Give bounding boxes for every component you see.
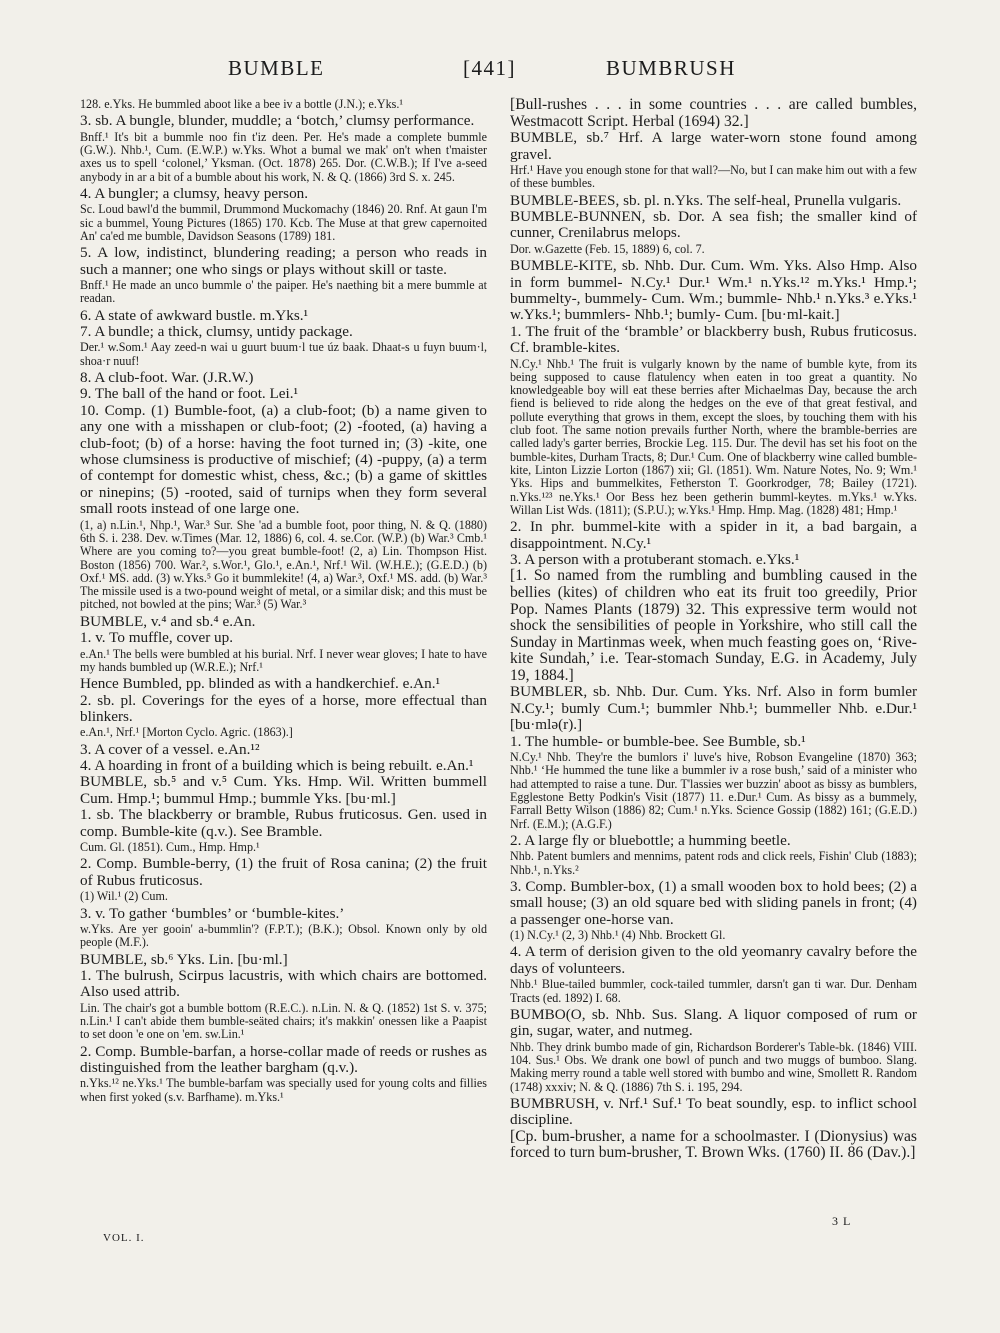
citation-paragraph: n.Yks.¹² ne.Yks.¹ The bumble-barfam was specially used for young colts and fillies when first yoked (s.v. Barfhame). m.Yks.¹ <box>80 1076 487 1104</box>
citation-paragraph: Der.¹ w.Som.¹ Aay zeed-n wai u guurt buum·l tue úz baak. Dhaat-s u fuyn buum·l, shoa·r nuuf! <box>80 340 487 368</box>
entry-paragraph: BUMBLE-KITE, sb. Nhb. Dur. Cum. Wm. Yks. Also Hmp. Also in form bummel- N.Cy.¹ Dur.¹ Wm.¹ n.Yks.¹² m.Yks.¹ Hmp.¹; bummelty-, bummely- Cum. Wm.; bummle- Nhb.¹ n.Yks.³ e.Yks.¹ w.Yks.¹; bummlers- Nhb.¹; bumly- Cum. [bu·ml-kait.] <box>510 257 917 324</box>
entry-paragraph: BUMBLE, sb.⁷ Hrf. A large water-worn stone found among gravel. <box>510 129 917 163</box>
entry-paragraph: BUMBLE-BUNNEN, sb. Dor. A sea fish; the smaller kind of cunner, Crenilabrus melops. <box>510 208 917 242</box>
entry-paragraph: 1. v. To muffle, cover up. <box>80 629 234 647</box>
entry-paragraph: 1. sb. The blackberry or bramble, Rubus fruticosus. Gen. used in comp. Bumble-kite (q.v.). See Bramble. <box>80 806 487 840</box>
citation-paragraph: Nhb. Patent bumlers and mennims, patent rods and click reels, Fishin' Club (1883); Nhb.¹, n.Yks.² <box>510 849 917 877</box>
entry-paragraph: 5. A low, indistinct, blundering reading; a person who reads in such a manner; one who sings or plays without skill or taste. <box>80 244 487 278</box>
entry-paragraph: BUMBLE, v.⁴ and sb.⁴ e.An. <box>80 612 256 630</box>
signature-mark: 3 L <box>832 1214 852 1228</box>
entry-paragraph: 3. A cover of a vessel. e.An.¹² <box>80 740 260 758</box>
left-column <box>80 97 487 1247</box>
citation-paragraph: w.Yks. Are yer gooin' a-bummlin'? (F.P.T.); (B.K.); Obsol. Known only by old people (M.F.). <box>80 921 487 950</box>
entry-paragraph: 2. A large fly or bluebottle; a humming beetle. <box>510 831 791 849</box>
entry-paragraph: [Bull-rushes . . . in some countries . . . are called bumbles, Westmacott Script. Herbal (1694) 32.] <box>510 97 917 130</box>
citation-paragraph: Bnff.¹ It's bit a bummle noo fin t'iz deen. Per. He's made a complete bummle (G.W.). Nhb.¹, Cum. (E.W.P.) w.Yks. Whot a bumal we mak' on't when t'maister axes us to spell ‘colonel,’ Yksman. (Oct. 1878) 265. Dor. (C.W.B.); If I've a-seed anybody in ar a bit of a bumble about his work, N. & Q. (1866) 3rd S. x. 245. <box>80 129 487 184</box>
entry-paragraph: 10. Comp. (1) Bumble-foot, (a) a club-foot; (b) a name given to any one with a misshapen or club-foot; (2) -footed, (a) having a club-foot; (b) of a horse: having the foot turned in; (3) -kite, one whose clumsiness is productive of mischief; (4) -puppy, (a) a term of contempt for domestic whist, chess, &c.; (b) a game of skittles or ninepins; (5) -rooted, said of turnips when they form several small roots instead of one large one. <box>80 401 487 518</box>
entry-paragraph: BUMBLE, sb.⁵ and v.⁵ Cum. Yks. Hmp. Wil. Written bummell Cum. Hmp.¹; bummul Hmp.; bummle Yks. [bu·ml.] <box>80 773 487 807</box>
entry-paragraph: 3. sb. A bungle, blunder, muddle; a ‘botch,’ clumsy performance. <box>80 112 475 130</box>
entry-paragraph: 2. Comp. Bumble-berry, (1) the fruit of Rosa canina; (2) the fruit of Rubus fruticosus. <box>80 855 487 889</box>
entry-paragraph: BUMBO(O, sb. Nhb. Sus. Slang. A liquor composed of rum or gin, sugar, water, and nutmeg. <box>510 1005 917 1040</box>
entry-paragraph: BUMBLE-BEES, sb. pl. n.Yks. The self-heal, Prunella vulgaris. <box>510 191 902 209</box>
entry-paragraph: 3. v. To gather ‘bumbles’ or ‘bumble-kites.’ <box>80 904 345 922</box>
citation-paragraph: N.Cy.¹ Nhb.¹ The fruit is vulgarly known by the name of bumble kyte, from its being supposed to cause flatulency when eaten in too great a quantity. No knowledgeable boy will eat these berries after Michaelmas Day, because the arch fiend is believed to ride along the hedges on the eve of that great festival, and pollute everything that grows in them, except the sloes, by touching them with his club foot. The same notion prevails further North, where the bramble-berries are called lady's garter berries, Brockie Leg. 115. Dur. The devil has set his foot on the bumble-kites, Durham Tracts, 8; Dur.¹ Cum. One of blackberry wine called bumble-kite, Linton Lizzie Lorton (1867) xii; Gl. (1851). Wm. Nature Notes, No. 9; Wm.¹ Yks. Hips and bummelkites, Fetherston T. Goorkrodger, 78; Bailey (1721). n.Yks.¹²³ ne.Yks.¹ Oor Bess hez been getherin bumml-keytes. m.Yks.¹ w.Yks. Willan List Wds. (1811); (S.P.U.); w.Yks.¹ Hmp. Hmp. Mag. (1828) 481; Hmp.¹ <box>510 356 917 517</box>
entry-paragraph: 1. The humble- or bumble-bee. See Bumble, sb.¹ <box>510 732 806 750</box>
entry-paragraph: 8. A club-foot. War. (J.R.W.) <box>80 369 254 386</box>
citation-paragraph: Sc. Loud bawl'd the bummil, Drummond Muckomachy (1846) 20. Rnf. At gaun I'm sic a bummel, Young Pictures (1865) 170. Kcb. The Muse at that grew capernoited An' ca'ed me bumble, Davidson Seasons (1789) 181. <box>80 202 487 243</box>
entry-paragraph: 1. The bulrush, Scirpus lacustris, with which chairs are bottomed. Also used attrib. <box>80 966 487 1001</box>
citation-paragraph: Hrf.¹ Have you enough stone for that wall?—No, but I can make him out with a few of these bumbles. <box>510 163 917 191</box>
entry-paragraph: 7. A bundle; a thick, clumsy, untidy package. <box>80 323 353 340</box>
entry-paragraph: 6. A state of awkward bustle. m.Yks.¹ <box>80 306 309 324</box>
citation-paragraph: e.An.¹, Nrf.¹ [Morton Cyclo. Agric. (1863).] <box>80 725 293 740</box>
entry-paragraph: 2. Comp. Bumble-barfan, a horse-collar made of reeds or rushes as distinguished from the leather bargham (q.v.). <box>80 1042 487 1077</box>
entry-paragraph: 2. sb. pl. Coverings for the eyes of a horse, more effectual than blinkers. <box>80 691 487 725</box>
entry-paragraph: 4. A term of derision given to the old yeomanry cavalry before the days of volunteers. <box>510 943 917 977</box>
entry-paragraph: 1. The fruit of the ‘bramble’ or blackberry bush, Rubus fruticosus. Cf. bramble-kites. <box>510 322 917 357</box>
citation-paragraph: Cum. Gl. (1851). Cum., Hmp. Hmp.¹ <box>80 840 260 855</box>
entry-paragraph: BUMBLER, sb. Nhb. Dur. Cum. Yks. Nrf. Also in form bumler N.Cy.¹; bumly Cum.¹; bummler Nhb.¹; bummeller Nhb. e.Dur.¹ [bu·mlə(r).] <box>510 683 917 734</box>
citation-paragraph: Dor. w.Gazette (Feb. 15, 1889) 6, col. 7. <box>510 241 705 256</box>
entry-paragraph: 4. A hoarding in front of a building which is being rebuilt. e.An.¹ <box>80 757 474 775</box>
entry-paragraph: BUMBRUSH, v. Nrf.¹ Suf.¹ To beat soundly, esp. to inflict school discipline. <box>510 1094 917 1129</box>
citation-paragraph: Lin. The chair's got a bumble bottom (R.E.C.). n.Lin. N. & Q. (1852) 1st S. v. 375; n.Lin.¹ I can't abide them bumble-seäted chairs; it's makkin' onessen like a Paapist to set doon 'e one on 'em. sw.Lin.¹ <box>80 1000 487 1042</box>
entry-paragraph: BUMBLE, sb.⁶ Yks. Lin. [bu·ml.] <box>80 950 288 968</box>
right-column <box>510 97 917 1247</box>
citation-paragraph: e.An.¹ The bells were bumbled at his burial. Nrf. I never wear gloves; I hate to have my hands bumbled up (W.R.E.); Nrf.¹ <box>80 646 487 674</box>
entry-paragraph: 3. A person with a protuberant stomach. e.Yks.¹ <box>510 550 800 568</box>
page-number: [441] <box>463 56 516 80</box>
entry-paragraph: [Cp. bum-brusher, a name for a schoolmaster. I (Dionysius) was forced to turn bum-brusher, T. Brown Wks. (1760) II. 86 (Dav.).] <box>510 1127 917 1162</box>
citation-paragraph: (1, a) n.Lin.¹, Nhp.¹, War.³ Sur. She 'ad a bumble foot, poor thing, N. & Q. (1880) 6th S. i. 238. Dev. w.Times (Mar. 12, 1886) 6, col. 4. se.Cor. (W.P.) (b) War.³ Cmb.¹ Where are you coming to?—you great bumble-foot! (2, a) Lin. Thompson Hist. Boston (1856) 700. War.², s.Wor.¹, Glo.¹, e.An.¹, Nrf.¹ Wil. (W.H.E.); (G.E.D.) (b) Oxf.¹ MS. add. (3) w.Yks.⁵ Go it bummlekite! (4, a) War.³, Oxf.¹ MS. add. (b) War.³ The missile used is a two-pound weight of metal, or a similar disk; and this must be pitched, not bowled at the pins; War.³ (5) War.³ <box>80 517 487 612</box>
entry-paragraph: 3. Comp. Bumbler-box, (1) a small wooden box to hold bees; (2) a small house; (3) an old square bed with sliding panels in front; (4) a passenger one-horse van. <box>510 877 917 928</box>
citation-paragraph: N.Cy.¹ Nhb. They're the bumlors i' luve's hive, Robson Evangeline (1870) 363; Nhb.¹ ‘He hummed the tune like a bummler iv a rose bush,’ said of a minister who had attempted to raise a tune. Dur. T'lassies wer buzzin' aboot as bissy as bumblers, Egglestone Betty Podkin's Visit (1877) 11. e.Dur.¹ Cum. As bissy as a bummely, Farrall Betty Wilson (1886) 82; Cum.¹ n.Yks. Science Gossip (1882) 161; (G.E.D.) Nrf. (E.M.); (A.G.F.) <box>510 750 917 831</box>
citation-paragraph: (1) Wil.¹ (2) Cum. <box>80 889 168 904</box>
citation-paragraph: (1) N.Cy.¹ (2, 3) Nhb.¹ (4) Nhb. Brockett Gl. <box>510 928 726 943</box>
entry-paragraph: 4. A bungler; a clumsy, heavy person. <box>80 184 309 202</box>
running-header <box>0 56 1000 92</box>
citation-paragraph: 128. e.Yks. He bummled aboot like a bee iv a bottle (J.N.); e.Yks.¹ <box>80 97 404 111</box>
entry-paragraph: Hence Bumbled, pp. blinded as with a handkerchief. e.An.¹ <box>80 675 441 693</box>
entry-paragraph: 9. The ball of the hand or foot. Lei.¹ <box>80 385 299 403</box>
citation-paragraph: Nhb.¹ Blue-tailed bummler, cock-tailed tummler, darsn't gan ti war. Dur. Denham Tracts (ed. 1892) I. 68. <box>510 977 917 1005</box>
entry-paragraph: 2. In phr. bummel-kite with a spider in it, a bad bargain, a disappointment. N.Cy.¹ <box>510 518 917 552</box>
entry-paragraph: [1. So named from the rumbling and bumbling caused in the bellies (kites) of children who eat its fruit too greedily, Prior Pop. Names Plants (1879) 32. This expressive term would not shock the sensibilities of people in Yorkshire, who still call the Sunday in Martinmas week, when much feasting goes on, ‘Rive-kite Sundah,’ i.e. Tear-stomach Sunday, E.G. in Academy, July 19, 1884.] <box>510 567 917 684</box>
header-last-word: BUMBRUSH <box>606 56 736 80</box>
volume-label: VOL. I. <box>103 1232 145 1244</box>
citation-paragraph: Bnff.¹ He made an unco bummle o' the paiper. He's naething bit a mere bummle at readan. <box>80 278 487 306</box>
header-first-word: BUMBLE <box>228 56 325 80</box>
citation-paragraph: Nhb. They drink bumbo made of gin, Richardson Borderer's Table-bk. (1846) VIII. 104. Sus.¹ Obs. We drank one bowl of punch and two muggs of bumboo. Slang. Making merry round a table well stored with bumbo and wine, Smollett R. Random (1748) xxxiv; N. & Q. (1886) 7th S. i. 195, 294. <box>510 1039 917 1094</box>
